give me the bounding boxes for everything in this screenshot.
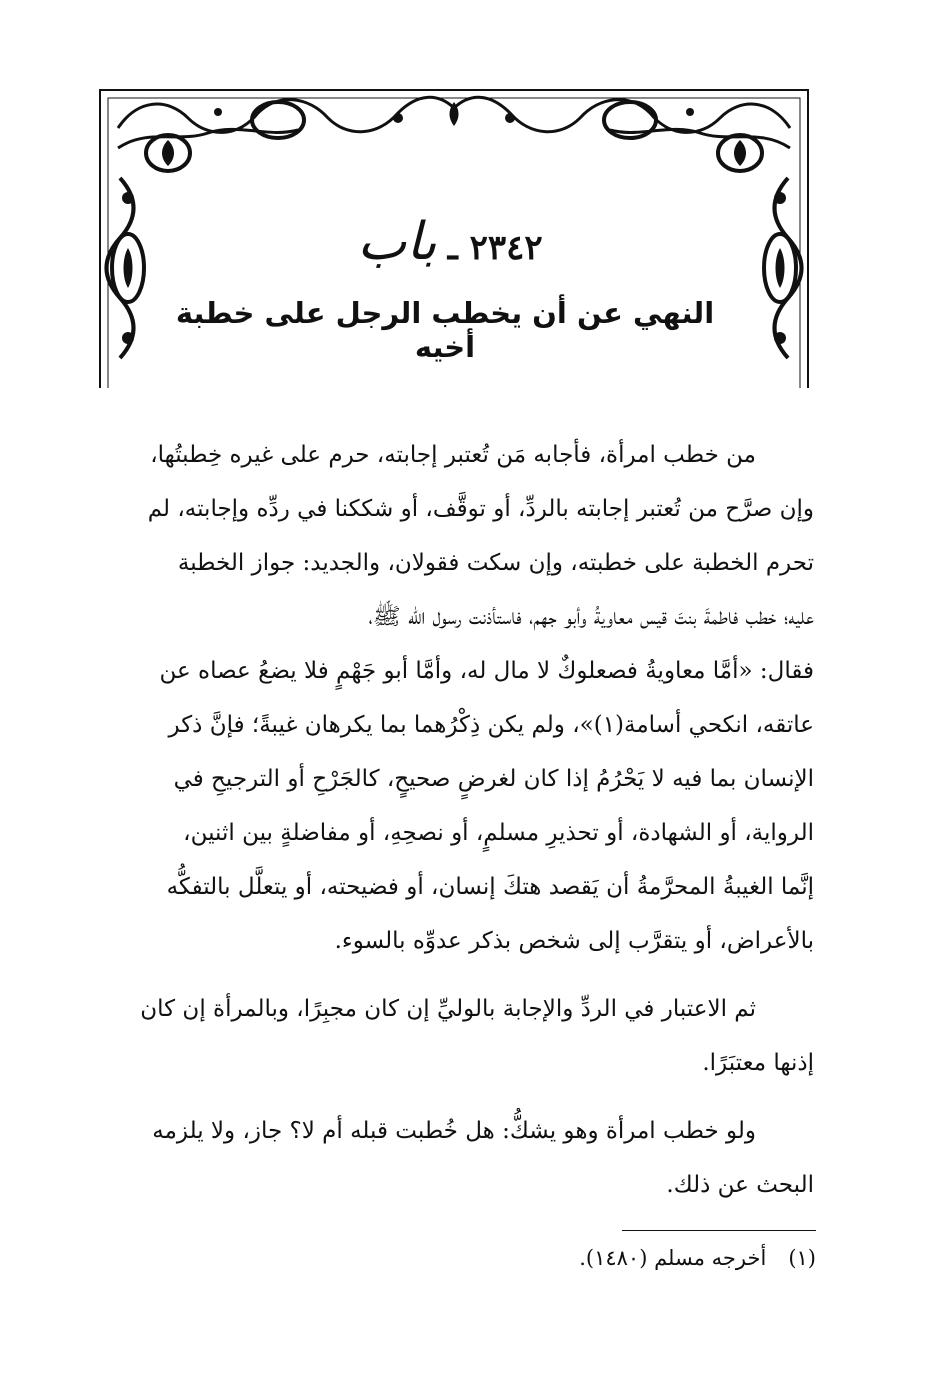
text-line: الرواية، أو الشهادة، أو تحذيرِ مسلمٍ، أو نصحِهِ، أو مفاضلةٍ بين اثنين،	[183, 820, 814, 846]
footnote-divider	[622, 1230, 816, 1231]
footnote-marker: (١)	[788, 1246, 816, 1270]
chapter-heading	[200, 212, 700, 272]
text-line: ثم الاعتبار في الردِّ والإجابة بالوليِّ إن كان مجبِرًا، وبالمرأة إن كان	[140, 996, 756, 1022]
paragraph	[104, 982, 814, 1090]
text-line: إنَّما الغيبةُ المحرَّمةُ أن يَقصد هتكَ إنسان، أو فضيحته، أو يتعلَّل بالتفكُّه	[166, 874, 814, 900]
text-line: فقال: «أمَّا معاويةُ فصعلوكٌ لا مال له، وأمَّا أبو جَهْمٍ فلا يضعُ عصاه عن	[159, 658, 814, 684]
text-line: الإنسان بما فيه لا يَحْرُمُ إذا كان لغرضٍ صحيحٍ، كالجَرْحِ أو الترجيحِ في	[173, 766, 814, 792]
text-line: إذنها معتبَرًا.	[702, 1050, 814, 1076]
paragraph	[104, 428, 814, 968]
text-line: تحرم الخطبة على خطبته، وإن سكت فقولان، والجديد: جواز الخطبة	[177, 550, 814, 576]
paragraph	[104, 1104, 814, 1212]
text-line: من خطب امرأة، فأجابه مَن تُعتبر إجابته، حرم على غيره خِطبتُها،	[150, 442, 756, 468]
text-line: البحث عن ذلك.	[666, 1172, 814, 1198]
text-line: ولو خطب امرأة وهو يشكُّ: هل خُطبت قبله أم لا؟ جاز، ولا يلزمه	[152, 1118, 756, 1144]
chapter-title: النهي عن أن يخطب الرجل على خطبة أخيه	[175, 296, 715, 364]
chapter-word: باب	[357, 212, 437, 272]
text-line: عاتقه، انكحي أسامة(١)»، ولم يكن ذِكْرُهما بما يكرهان غيبةً؛ فإنَّ ذكر	[168, 712, 814, 738]
footnote	[430, 1246, 816, 1270]
text-line: عليه؛ خطب فاطمةَ بنتَ قيس معاويةُ وأبو جهم، فاستأذنت رسول الله ﷺ،	[368, 604, 814, 630]
chapter-number: ٢٣٤٢ ـ	[447, 228, 543, 268]
text-line: بالأعراض، أو يتقرَّب إلى شخص بذكر عدوِّه بالسوء.	[334, 928, 814, 954]
text-line: وإن صرَّح من تُعتبر إجابته بالردِّ، أو توقَّف، أو شككنا في ردِّه وإجابته، لم	[147, 496, 814, 522]
main-text	[104, 428, 814, 1212]
footnote-text: أخرجه مسلم (١٤٨٠).	[579, 1246, 767, 1270]
